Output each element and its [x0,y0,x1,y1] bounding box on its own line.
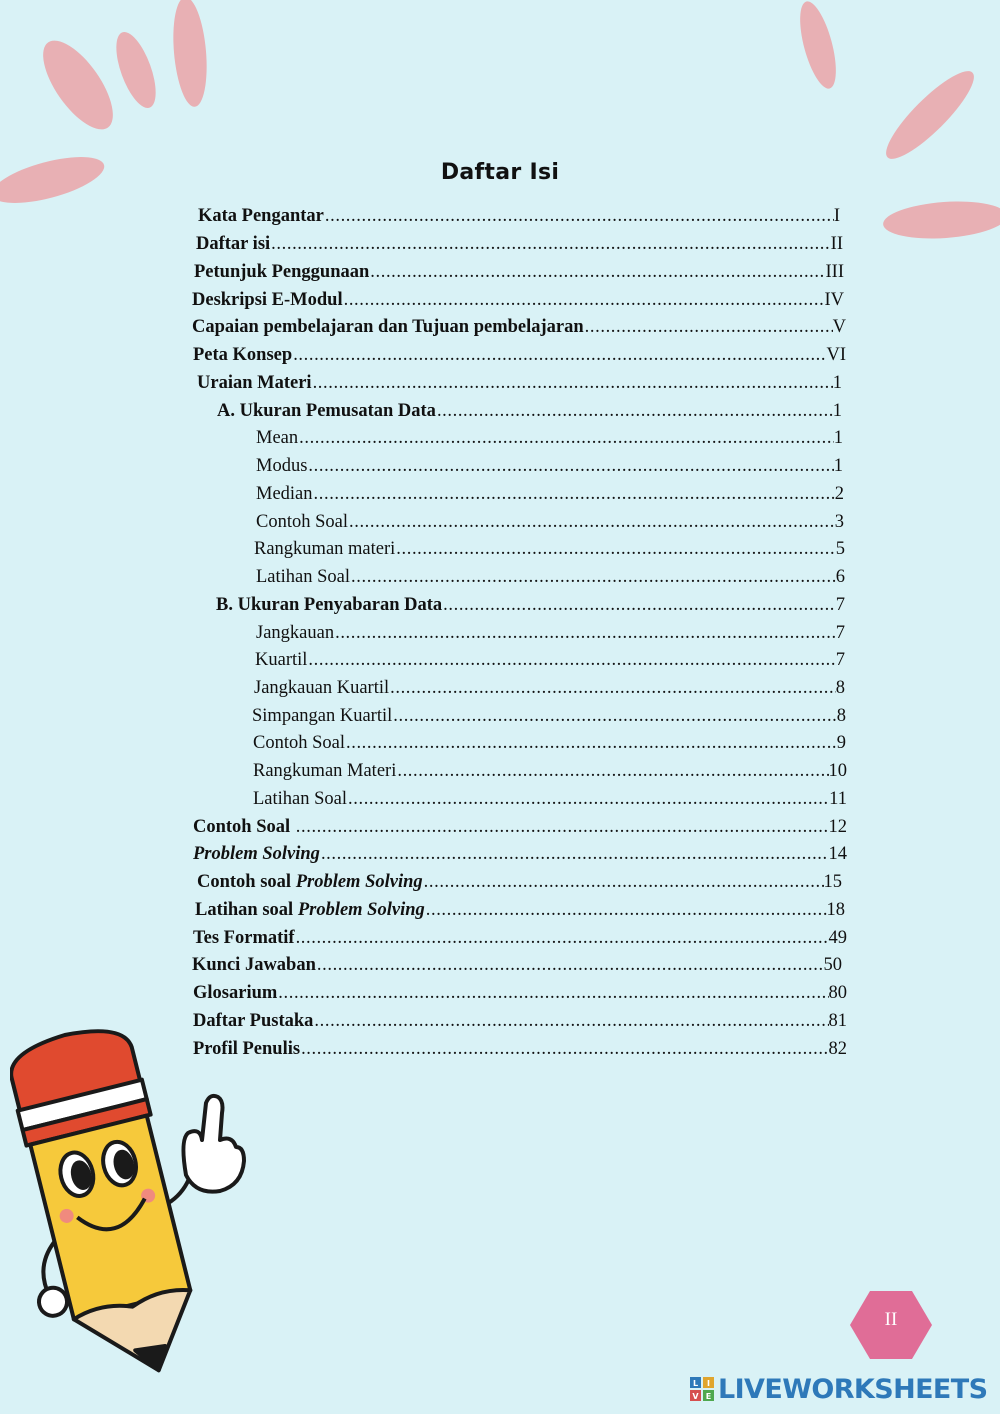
logo-letter: L [692,1379,699,1388]
toc-label: Capaian pembelajaran dan Tujuan pembelajaran [192,317,584,337]
toc-label: Contoh Soal [256,512,348,532]
toc-label: Glosarium [193,983,278,1003]
toc-label: Median [256,484,313,504]
toc-label: Jangkauan Kuartil [254,678,390,698]
toc-row[interactable] [253,731,846,755]
toc-label: Problem Solving [295,872,423,892]
toc-label: Uraian Materi [197,373,312,393]
toc-row[interactable] [253,787,847,811]
toc-leader [343,288,825,312]
toc-row[interactable] [193,815,847,839]
toc-row[interactable] [256,621,845,645]
toc-leader [347,787,829,811]
toc-page: 2 [834,484,844,504]
liveworksheets-brand[interactable] [690,1373,987,1405]
toc-page: 80 [828,983,847,1003]
toc-leader [396,759,828,783]
toc-page: 12 [828,817,847,837]
toc-row[interactable] [256,426,843,450]
toc-leader [584,315,833,339]
toc-label: Modus [256,456,308,476]
toc-leader [316,953,824,977]
toc-row[interactable] [252,704,846,728]
toc-row[interactable] [256,482,844,506]
toc-leader [298,426,834,450]
toc-row[interactable] [193,981,847,1005]
toc-leader [425,898,827,922]
toc-label: Simpangan Kuartil [252,706,393,726]
toc-page: I [833,206,840,226]
toc-leader [270,232,831,256]
toc-row[interactable] [217,399,842,423]
toc-row[interactable] [192,953,842,977]
toc-page: 6 [835,567,845,587]
toc-label: Contoh Soal [193,817,295,837]
toc-row[interactable] [192,315,846,339]
toc-leader [350,565,836,589]
toc-row[interactable] [194,260,844,284]
toc-row[interactable] [254,537,845,561]
toc-page: 10 [828,761,847,781]
toc-label: A. Ukuran Pemusatan Data [217,401,436,421]
toc-page: 50 [823,955,842,975]
toc-page: 7 [835,595,845,615]
toc-page: 7 [835,650,845,670]
toc-label: Daftar isi [196,234,271,254]
toc-leader [295,926,829,950]
toc-row[interactable] [192,288,844,312]
toc-leader [300,1037,828,1061]
toc-label: Profil Penulis [193,1039,301,1059]
toc-page: 82 [828,1039,847,1059]
toc-leader [295,815,829,839]
toc-label: Peta Konsep [193,345,293,365]
toc-row[interactable] [193,842,847,866]
toc-page: 18 [826,900,845,920]
toc-page: 1 [833,428,843,448]
toc-label: Petunjuk Penggunaan [194,262,370,282]
page-number: II [884,1309,898,1330]
toc-label: Rangkuman Materi [253,761,397,781]
logo-letter: E [705,1392,712,1401]
toc-leader [313,1009,828,1033]
pencil-mascot-illustration [10,1015,250,1405]
toc-page: III [825,262,844,282]
toc-leader [423,870,824,894]
toc-leader [395,537,835,561]
toc-leader [345,731,837,755]
toc-page: 49 [828,928,847,948]
toc-leader [369,260,825,284]
page-title: Daftar Isi [440,160,560,185]
toc-leader [436,399,833,423]
toc-label: Kata Pengantar [198,206,324,226]
toc-page: 14 [828,844,847,864]
toc-leader [307,648,835,672]
toc-page: 1 [832,401,842,421]
toc-label: Jangkauan [256,623,335,643]
toc-label-prefix: Contoh soal [197,872,296,892]
toc-label: Latihan Soal [253,789,348,809]
toc-page: V [832,317,846,337]
logo-letter: I [707,1379,710,1388]
toc-row[interactable] [196,232,843,256]
toc-leader [313,482,835,506]
toc-leader [312,371,833,395]
toc-row[interactable] [256,565,845,589]
toc-label: Mean [256,428,299,448]
toc-leader [392,704,836,728]
toc-row[interactable] [253,759,847,783]
toc-page: 11 [829,789,847,809]
brand-name: LIVEWORKSHEETS [718,1373,988,1405]
toc-page: 15 [823,872,842,892]
toc-page: 7 [835,623,845,643]
toc-leader [334,621,836,645]
toc-leader [442,593,836,617]
toc-label: Problem Solving [193,844,320,864]
toc-row[interactable] [216,593,845,617]
toc-leader [348,510,835,534]
toc-page: IV [824,290,844,310]
toc-label: Problem Solving [297,900,425,920]
toc-label: Rangkuman materi [254,539,396,559]
toc-label: B. Ukuran Penyabaran Data [216,595,443,615]
toc-leader [292,343,826,367]
toc-leader [307,454,833,478]
logo-letter: V [692,1392,699,1401]
toc-row[interactable] [197,870,842,894]
toc-label: Contoh Soal [253,733,345,753]
toc-label: Latihan Soal [256,567,351,587]
toc-page: 1 [833,456,843,476]
toc-row[interactable] [254,676,845,700]
toc-row[interactable] [198,204,840,228]
toc-page: 1 [832,373,842,393]
toc-label: Kunci Jawaban [192,955,316,975]
toc-label: Tes Formatif [193,928,295,948]
toc-label: Kuartil [255,650,308,670]
toc-page: VI [826,345,846,365]
toc-leader [277,981,828,1005]
toc-row[interactable] [256,454,843,478]
toc-leader [324,204,834,228]
toc-label: Deskripsi E-Modul [192,290,343,310]
toc-row[interactable] [193,1037,847,1061]
toc-row[interactable] [193,926,847,950]
toc-page: 5 [835,539,845,559]
toc-page: 3 [834,512,844,532]
toc-label-prefix: Latihan soal [195,900,298,920]
toc-row[interactable] [193,1009,847,1033]
toc-row[interactable] [193,343,846,367]
toc-leader [389,676,836,700]
liveworksheets-logo-icon [690,1377,714,1401]
toc-page: 81 [828,1011,847,1031]
toc-row[interactable] [255,648,845,672]
toc-page: 8 [835,678,845,698]
toc-row[interactable] [256,510,844,534]
toc-page: II [830,234,843,254]
toc-label: Daftar Pustaka [193,1011,314,1031]
toc-page: 9 [836,733,846,753]
toc-leader [320,842,829,866]
toc-page: 8 [836,706,846,726]
toc-row[interactable] [195,898,845,922]
toc-row[interactable] [197,371,842,395]
